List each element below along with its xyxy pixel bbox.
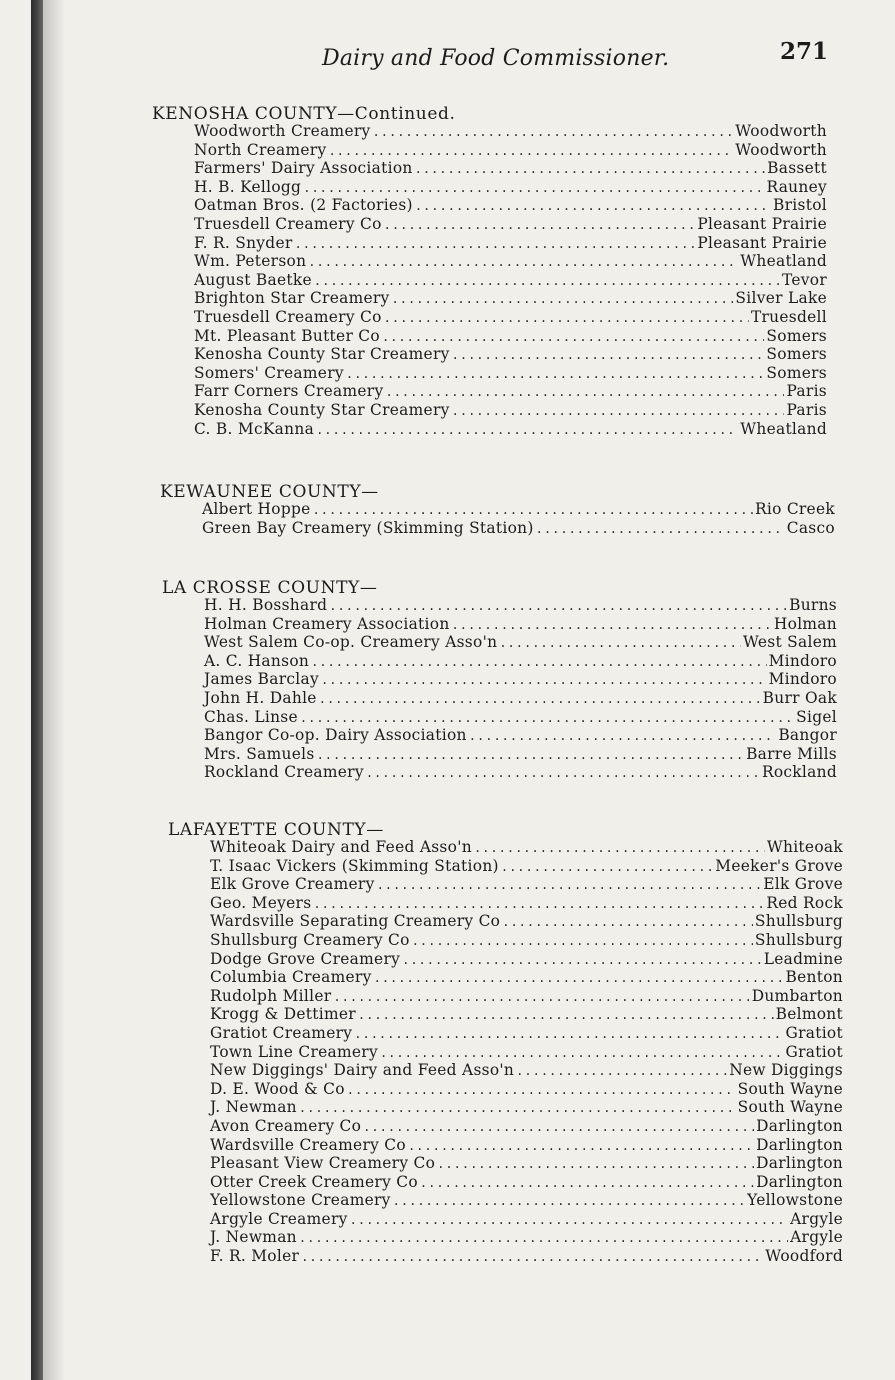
dot-leader xyxy=(437,1155,754,1174)
dot-leader xyxy=(536,520,785,539)
creamery-name: Columbia Creamery xyxy=(210,968,372,987)
list-item xyxy=(210,1005,843,1024)
list-item xyxy=(210,1228,843,1247)
dot-leader xyxy=(350,1211,789,1230)
town-name: Somers xyxy=(766,363,827,382)
creamery-name: Somers' Creamery xyxy=(194,363,344,382)
creamery-name: Geo. Meyers xyxy=(210,893,312,912)
town-name: Mindoro xyxy=(768,651,837,670)
dot-leader xyxy=(299,1229,788,1248)
dot-leader xyxy=(328,142,733,161)
town-name: Barre Mills xyxy=(746,744,837,763)
creamery-name: Elk Grove Creamery xyxy=(210,875,375,894)
town-name: Darlington xyxy=(756,1116,843,1135)
list-item xyxy=(194,308,827,327)
creamery-name: New Diggings' Dairy and Feed Asso'n xyxy=(210,1061,515,1080)
creamery-name: Gratiot Creamery xyxy=(210,1023,353,1042)
list-item xyxy=(204,596,837,615)
town-name: Rio Creek xyxy=(754,500,835,518)
list-item xyxy=(202,519,835,538)
dot-leader xyxy=(313,895,764,914)
list-item xyxy=(210,1024,843,1043)
town-name: Belmont xyxy=(775,1005,843,1024)
town-name: Meeker's Grove xyxy=(715,856,843,875)
dot-leader xyxy=(347,1081,736,1100)
creamery-name: J. Newman xyxy=(210,1098,297,1117)
dot-leader xyxy=(358,1006,774,1025)
creamery-name: Bangor Co-op. Dairy Association xyxy=(204,726,467,745)
creamery-name: Whiteoak Dairy and Feed Asso'n xyxy=(210,838,472,856)
list-item xyxy=(194,401,827,420)
creamery-name: Yellowstone Creamery xyxy=(210,1191,391,1210)
town-name: Truesdell xyxy=(750,307,827,326)
list-item xyxy=(194,159,827,178)
dot-leader xyxy=(412,932,753,951)
creamery-name: Chas. Linse xyxy=(204,707,298,726)
dot-leader xyxy=(346,365,765,384)
county-heading: LA CROSSE COUNTY— xyxy=(162,578,378,598)
list-item xyxy=(210,1247,843,1266)
list-item xyxy=(194,215,827,234)
county-section-la-crosse xyxy=(162,578,837,782)
town-name: Bassett xyxy=(767,159,827,178)
creamery-name: North Creamery xyxy=(194,140,327,159)
county-heading: LAFAYETTE COUNTY— xyxy=(168,820,384,840)
town-name: Benton xyxy=(785,968,843,987)
town-name: Argyle xyxy=(790,1209,843,1228)
list-item xyxy=(194,234,827,253)
town-name: Somers xyxy=(766,345,827,364)
dot-leader xyxy=(408,1137,754,1156)
creamery-name: Wardsville Creamery Co xyxy=(210,1135,406,1154)
town-name: Gratiot xyxy=(785,1023,843,1042)
list-item xyxy=(194,141,827,160)
creamery-name: D. E. Wood & Co xyxy=(210,1079,345,1098)
town-name: Bangor xyxy=(778,726,837,745)
creamery-list xyxy=(210,838,843,1266)
list-item xyxy=(210,838,843,857)
dot-leader xyxy=(321,671,767,690)
dot-leader xyxy=(516,1062,727,1081)
dot-leader xyxy=(384,216,696,235)
dot-leader xyxy=(373,123,734,142)
creamery-name: John H. Dahle xyxy=(204,688,317,707)
creamery-name: Rockland Creamery xyxy=(204,763,364,782)
dot-leader xyxy=(415,197,771,216)
creamery-list xyxy=(202,500,835,537)
dot-leader xyxy=(295,235,696,254)
list-item xyxy=(210,1191,843,1210)
list-item xyxy=(210,968,843,987)
dot-leader xyxy=(363,1118,754,1137)
dot-leader xyxy=(402,951,762,970)
list-item xyxy=(204,652,837,671)
dot-leader xyxy=(452,616,772,635)
creamery-name: Brighton Star Creamery xyxy=(194,289,390,308)
town-name: Mindoro xyxy=(768,670,837,689)
creamery-name: A. C. Hanson xyxy=(204,651,310,670)
list-item xyxy=(210,912,843,931)
town-name: Argyle xyxy=(790,1228,843,1247)
dot-leader xyxy=(501,858,713,877)
county-heading: KENOSHA COUNTY—Continued. xyxy=(152,104,456,124)
dot-leader xyxy=(317,746,745,765)
creamery-name: T. Isaac Vickers (Skimming Station) xyxy=(210,856,499,875)
town-name: Shullsburg xyxy=(754,930,843,949)
dot-leader xyxy=(392,290,734,309)
dot-leader xyxy=(374,969,784,988)
town-name: Darlington xyxy=(756,1135,843,1154)
dot-leader xyxy=(329,597,787,616)
town-name: Elk Grove xyxy=(763,875,843,894)
dot-leader xyxy=(314,272,780,291)
town-name: Gratiot xyxy=(785,1042,843,1061)
list-item xyxy=(210,1117,843,1136)
creamery-name: Mrs. Samuels xyxy=(204,744,315,763)
creamery-name: Kenosha County Star Creamery xyxy=(194,400,450,419)
dot-leader xyxy=(301,1248,763,1267)
creamery-name: Dodge Grove Creamery xyxy=(210,949,401,968)
town-name: Woodford xyxy=(765,1247,843,1266)
list-item xyxy=(204,745,837,764)
dot-leader xyxy=(382,328,764,347)
county-heading: KEWAUNEE COUNTY— xyxy=(160,482,379,502)
creamery-name: Truesdell Creamery Co xyxy=(194,307,382,326)
creamery-name: Farr Corners Creamery xyxy=(194,382,384,401)
creamery-name: H. B. Kellogg xyxy=(194,177,302,196)
creamery-name: Town Line Creamery xyxy=(210,1042,378,1061)
list-item xyxy=(194,178,827,197)
town-name: Pleasant Prairie xyxy=(697,214,827,233)
creamery-name: Mt. Pleasant Butter Co xyxy=(194,326,380,345)
town-name: Burns xyxy=(789,596,837,614)
list-item xyxy=(194,271,827,290)
creamery-list xyxy=(194,122,827,438)
list-item xyxy=(210,894,843,913)
creamery-name: Wardsville Separating Creamery Co xyxy=(210,912,501,931)
list-item xyxy=(204,689,837,708)
town-name: Casco xyxy=(786,518,835,537)
dot-leader xyxy=(313,501,753,520)
dot-leader xyxy=(393,1192,745,1211)
list-item xyxy=(194,252,827,271)
county-section-kewaunee xyxy=(160,482,835,537)
county-section-kenosha xyxy=(152,104,827,438)
dot-leader xyxy=(311,653,766,672)
list-item xyxy=(210,1154,843,1173)
dot-leader xyxy=(502,913,753,932)
list-item xyxy=(210,1136,843,1155)
list-item xyxy=(194,196,827,215)
creamery-name: Truesdell Creamery Co xyxy=(194,214,382,233)
creamery-name: Rudolph Miller xyxy=(210,986,332,1005)
creamery-name: Wm. Peterson xyxy=(194,252,307,271)
creamery-list xyxy=(204,596,837,782)
dot-leader xyxy=(316,421,738,440)
list-item xyxy=(204,708,837,727)
town-name: Shullsburg xyxy=(754,912,843,931)
list-item xyxy=(210,857,843,876)
list-item xyxy=(204,670,837,689)
book-spine-shadow xyxy=(31,0,43,1380)
list-item xyxy=(204,633,837,652)
town-name: Tevor xyxy=(782,270,827,289)
creamery-name: Woodworth Creamery xyxy=(194,122,371,140)
list-item xyxy=(210,1210,843,1229)
creamery-name: Pleasant View Creamery Co xyxy=(210,1154,436,1173)
town-name: Darlington xyxy=(756,1154,843,1173)
dot-leader xyxy=(452,346,765,365)
list-item xyxy=(210,1080,843,1099)
town-name: South Wayne xyxy=(737,1098,843,1117)
town-name: Rauney xyxy=(766,177,827,196)
creamery-name: Kenosha County Star Creamery xyxy=(194,345,450,364)
creamery-name: Otter Creek Creamery Co xyxy=(210,1172,418,1191)
creamery-name: West Salem Co-op. Creamery Asso'n xyxy=(204,633,498,652)
dot-leader xyxy=(452,402,785,421)
town-name: Leadmine xyxy=(763,949,843,968)
list-item xyxy=(210,1043,843,1062)
creamery-name: F. R. Snyder xyxy=(194,233,293,252)
town-name: Woodworth xyxy=(735,122,827,140)
town-name: Pleasant Prairie xyxy=(697,233,827,252)
town-name: Red Rock xyxy=(766,893,843,912)
county-section-lafayette xyxy=(168,820,843,1266)
town-name: Whiteoak xyxy=(766,838,843,856)
dot-leader xyxy=(420,1174,754,1193)
creamery-name: Shullsburg Creamery Co xyxy=(210,930,410,949)
creamery-name: Krogg & Dettimer xyxy=(210,1005,356,1024)
dot-leader xyxy=(333,988,749,1007)
town-name: Sigel xyxy=(796,707,837,726)
creamery-name: C. B. McKanna xyxy=(194,419,315,438)
list-item xyxy=(194,289,827,308)
town-name: South Wayne xyxy=(737,1079,843,1098)
town-name: Yellowstone xyxy=(747,1191,843,1210)
dot-leader xyxy=(377,876,762,895)
list-item xyxy=(210,875,843,894)
creamery-name: Argyle Creamery xyxy=(210,1209,348,1228)
gutter-shade xyxy=(43,0,65,1380)
town-name: Wheatland xyxy=(740,419,827,438)
list-item xyxy=(194,382,827,401)
town-name: Holman xyxy=(773,614,837,633)
list-item xyxy=(202,500,835,519)
dot-leader xyxy=(366,764,760,783)
list-item xyxy=(210,1173,843,1192)
creamery-name: F. R. Moler xyxy=(210,1247,300,1266)
dot-leader xyxy=(299,1099,736,1118)
creamery-name: Green Bay Creamery (Skimming Station) xyxy=(202,518,534,537)
town-name: Silver Lake xyxy=(735,289,827,308)
list-item xyxy=(210,987,843,1006)
list-item xyxy=(210,1098,843,1117)
town-name: Rockland xyxy=(761,763,837,782)
dot-leader xyxy=(415,160,766,179)
list-item xyxy=(210,950,843,969)
list-item xyxy=(194,122,827,141)
dot-leader xyxy=(385,383,784,402)
list-item xyxy=(204,615,837,634)
list-item xyxy=(194,364,827,383)
town-name: Somers xyxy=(766,326,827,345)
town-name: West Salem xyxy=(743,633,837,652)
dot-leader xyxy=(303,179,764,198)
creamery-name: Farmers' Dairy Association xyxy=(194,159,413,178)
creamery-name: Oatman Bros. (2 Factories) xyxy=(194,196,413,215)
creamery-name: Holman Creamery Association xyxy=(204,614,450,633)
creamery-name: Avon Creamery Co xyxy=(210,1116,362,1135)
dot-leader xyxy=(384,309,749,328)
list-item xyxy=(204,726,837,745)
town-name: Paris xyxy=(786,400,827,419)
town-name: Bristol xyxy=(773,196,827,215)
town-name: Burr Oak xyxy=(762,688,837,707)
creamery-name: Albert Hoppe xyxy=(202,500,311,518)
creamery-name: H. H. Bosshard xyxy=(204,596,328,614)
page-number: 271 xyxy=(780,38,829,65)
list-item xyxy=(194,327,827,346)
town-name: Woodworth xyxy=(735,140,827,159)
creamery-name: James Barclay xyxy=(204,670,319,689)
town-name: Dumbarton xyxy=(751,986,843,1005)
dot-leader xyxy=(469,727,777,746)
dot-leader xyxy=(354,1025,783,1044)
list-item xyxy=(204,763,837,782)
creamery-name: J. Newman xyxy=(210,1228,297,1247)
list-item xyxy=(194,345,827,364)
creamery-name: August Baetke xyxy=(194,270,312,289)
dot-leader xyxy=(308,253,738,272)
town-name: Darlington xyxy=(756,1172,843,1191)
dot-leader xyxy=(300,709,794,728)
dot-leader xyxy=(319,690,761,709)
dot-leader xyxy=(499,634,741,653)
list-item xyxy=(210,1061,843,1080)
town-name: Paris xyxy=(786,382,827,401)
list-item xyxy=(194,420,827,439)
town-name: Wheatland xyxy=(740,252,827,271)
dot-leader xyxy=(380,1044,784,1063)
dot-leader xyxy=(474,839,765,858)
running-title: Dairy and Food Commissioner. xyxy=(322,46,670,71)
town-name: New Diggings xyxy=(729,1061,843,1080)
list-item xyxy=(210,931,843,950)
